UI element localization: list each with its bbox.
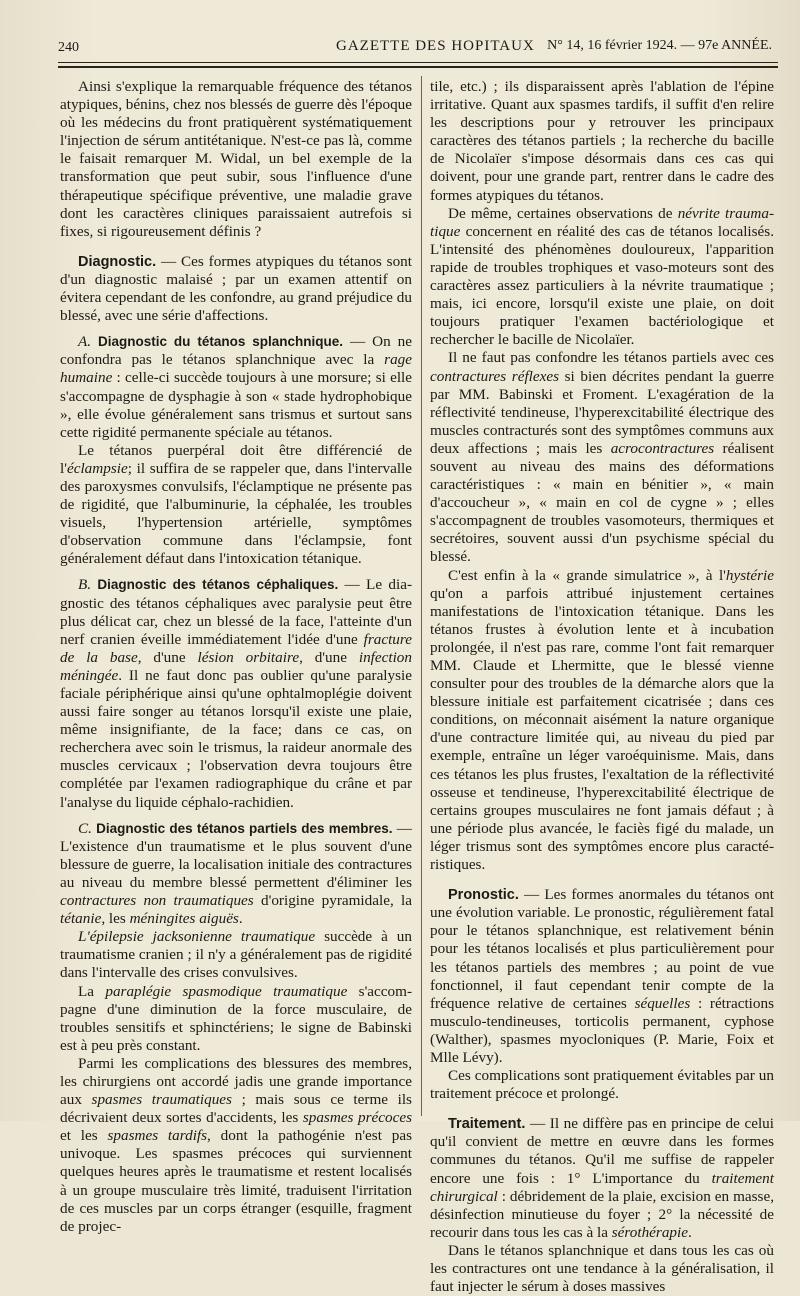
left-column: [60, 78, 412, 1236]
subsection-c: C. Diagnostic des tétanos partiels des membres. — L'existence d'un traumatisme et le plus souvent d'une blessure de guerre, la localisation initiale des contractures au niveau du membre blessé permettent d'éliminer les contractures non traumatiques d'origine pyramidale, la tétanie, les méningites aiguës.: [60, 819, 412, 928]
paragraph-epilepsie: L'épilepsie jacksonienne traumatique succède à un traumatisme cranien ; il n'y a généralement pas de rigidité dans l'intervalle des crises convulsives.: [60, 928, 412, 982]
subheading-membres: Diagnostic des tétanos partiels des membres.: [91, 820, 393, 836]
paragraph-hysterie: C'est enfin à la « grande simulatrice », à l'hystérie qu'on a parfois attribué injustement certaines manifestations de l'intoxication tétanique. Dans les tétanos frustes à évolution lente et à incubation prolongée, il n'est pas rare, comme l'ont fait remarquer MM. Claude et Lhermitte, que le blessé vienne consulter pour des troubles de la démarche alors que la blessure initiale est parfaitement cicatrisée ; dans ces conditions, on méconnait aisément la nature organique d'une contracture limitée qui, au niveau du pied par exemple, entraîne un léger varoéquinisme. Mais, dans ces tétanos les plus frustes, l'exaltation de la réflectivité osseuse et tendineuse, l'hyperexcitabilité électrique de certains groupes musculaires ne font jamais défaut ; à une période plus avancée, le faciès figé du malade, un léger trismus sont des symptômes encore plus caractéristiques.: [430, 566, 774, 874]
issue-date: N° 14, 16 février 1924. — 97e ANNÉE.: [547, 38, 772, 53]
section-heading-diagnostic: Diagnostic.: [78, 253, 157, 270]
header-rule-thick: [58, 66, 778, 68]
paragraph-intro: Ainsi s'explique la remarquable fréquence des tétanos atypiques, bénins, chez nos blessés de guerre dès l'époque où les médecins du front pratiquèrent systématiquement l'injection de sérum antitétanique. N'est-ce pas là, comme le faisait remarquer M. Widal, un bel exemple de la transformation que peut subir, sous l'influence d'une thérapeutique spécifique préventive, une maladie grave dont les caractères cliniques paraissaient autrefois si fixes, si rigoureusement définis ?: [60, 78, 412, 240]
section-heading-pronostic: Pronostic.: [448, 887, 519, 904]
header-rule-thin: [58, 62, 778, 63]
paragraph-continuation: tile, etc.) ; ils disparaissent après l'ablation de l'épine irritative. Quant aux spasmes tardifs, il suffit d'en relire les descriptions pour y retrouver les principaux caractères des tétanos partiels ; la recherche du bacille de Nicolaïer s'impose désormais dans ces cas qui doivent, pour une grande part, rentrer dans le cadre des formes atypiques du tétanos.: [430, 78, 774, 204]
journal-title: GAZETTE DES HOPITAUX: [336, 38, 535, 54]
paragraph-contractures: Il ne faut pas confondre les tétanos partiels avec ces contractures réflexes si bien décrites pendant la guerre par MM. Babinski et Froment. L'exagération de la réflectivité tendineuse, l'hyperexcitabilité électrique des muscles contracturés sont des symptômes communs aux deux affections ; mais les acrocontractures réalisent souvent au niveau des mains des déformations caractéristiques : « main en bénitier », « main d'accoucheur », « main en col de cygne » ; elles s'accompagnent de troubles vasomoteurs, thermiques et secrétoires, souvent aussi d'un psychisme spécial du blessé.: [430, 349, 774, 566]
section-traitement: Traitement. — Il ne diffère pas en principe de celui qu'il convient de mettre en œuvre dans les formes communes du tétanos. Qu'il me suffise de rappeler encore une fois : 1° L'importance du traitement chirurgical : débridement de la plaie, excision en masse, désinfection minutieuse du foyer ; 2° la nécessité de recourir dans tous les cas à la sérothérapie.: [430, 1115, 774, 1241]
paragraph-complications: Ces complications sont pratiquement évitables par un traitement précoce et prolongé.: [430, 1067, 774, 1103]
column-separator: [421, 76, 422, 1116]
page-number: 240: [58, 40, 79, 55]
paragraph-paraplegie: La paraplégie spasmodique traumatique s'accompagne d'une diminution de la force musculaire, de troubles sensitifs et sphinctériens; le signe de Babinski est à peu près constant.: [60, 982, 412, 1054]
right-column: [430, 78, 774, 1296]
page-header: [58, 36, 780, 58]
paragraph-nevrite: De même, certaines observations de névrite traumatique concernent en réalité des cas de tétanos localisés. L'intensité des phénomènes douloureux, l'apparition rapide de troubles trophiques et vaso-moteurs sont des caractères assez particuliers à la névrite traumatique ; mais, ici encore, lorsqu'il existe une plaie, on doit toujours pratiquer l'examen bactériologique et rechercher le bacille de Nicolaïer.: [430, 204, 774, 349]
subsection-a: A. Diagnostic du tétanos splanchnique. — On ne confondra pas le tétanos splanchnique avec la rage humaine : celle-ci succède toujours à une morsure; si elle s'accompagne de dysphagie à son « stade hydrophobique », elle évolue généralement sans trismus et surtout sans cette rigidité permanente spéciale au tétanos.: [60, 333, 412, 441]
subheading-splanchnique: Diagnostic du tétanos splanchnique.: [91, 334, 344, 350]
section-pronostic: Pronostic. — Les formes anormales du tétanos ont une évolution variable. Le pronostic, régulièrement fatal pour le tétanos splanchnique, est relativement bénin pour les tétanos localisés et plus particulièrement pour les tétanos partiels des membres ; au point de vue fonctionnel, il faut cependant tenir compte de la fréquence relative de certaines séquelles : rétractions musculo-tendineuses, torticolis permanent, cyphose (Walther), spasmes myocloniques (P. Marie, Foix et Mlle Lévy).: [430, 886, 774, 1066]
section-diagnostic: Diagnostic. — Ces formes atypiques du tétanos sont d'un diagnostic malaisé ; par un examen attentif on évitera cependant de les confondre, au grand préjudice du blessé, avec une série d'affections.: [60, 252, 412, 325]
subheading-cephaliques: Diagnostic des tétanos céphaliques.: [91, 577, 339, 593]
subsection-b: B. Diagnostic des tétanos céphaliques. — Le diagnostic des tétanos céphaliques avec paralysie peut être plus délicat car, chez un blessé de la face, l'atteinte d'un nerf cranien éveille immédiatement l'idée d'une fracture de la base, d'une lésion orbitaire, d'une infection méningée. Il ne faut donc pas oublier qu'une paralysie faciale périphérique ainsi qu'une ophtalmoplégie doivent aussi faire songer au tétanos lorsqu'il existe une plaie, même insignifiante, de la face; dans ce cas, on recherchera avec soin le trismus, la raideur anormale des muscles cervicaux ; l'observation devra toujours être complétée par l'examen radiographique du crâne et par l'analyse du liquide céphalo-rachidien.: [60, 576, 413, 811]
paragraph-puerperal: Le tétanos puerpéral doit être différencié de l'éclampsie; il suffira de se rappeler que, dans l'intervalle des paroxysmes convulsifs, l'éclamptique ne présente pas de rigidité, que l'albuminurie, la céphalée, les troubles visuels, l'hypertension artérielle, symptômes d'observation commune dans l'éclampsie, font généralement défaut dans l'intoxication tétanique.: [60, 441, 412, 568]
paragraph-splanchnique-traitement: Dans le tétanos splanchnique et dans tous les cas où les contractures ont une tendance à la généralisation, il faut injecter le sérum à doses massives: [430, 1241, 774, 1296]
section-heading-traitement: Traitement.: [448, 1116, 526, 1133]
paragraph-spasmes: Parmi les complications des blessures des membres, les chirurgiens ont accordé jadis une grande importance aux spasmes traumatiques ; mais sous ce terme ils décrivaient deux sortes d'accidents, les spasmes précoces et les spasmes tardifs, dont la pathogénie n'est pas univoque. Les spasmes précoces qui surviennent quelques heures après le traumatisme et restent localisés à un groupe musculaire très limité, traduisent l'irritation de ces muscles par un corps étranger (esquille, fragment de projec-: [60, 1054, 412, 1235]
